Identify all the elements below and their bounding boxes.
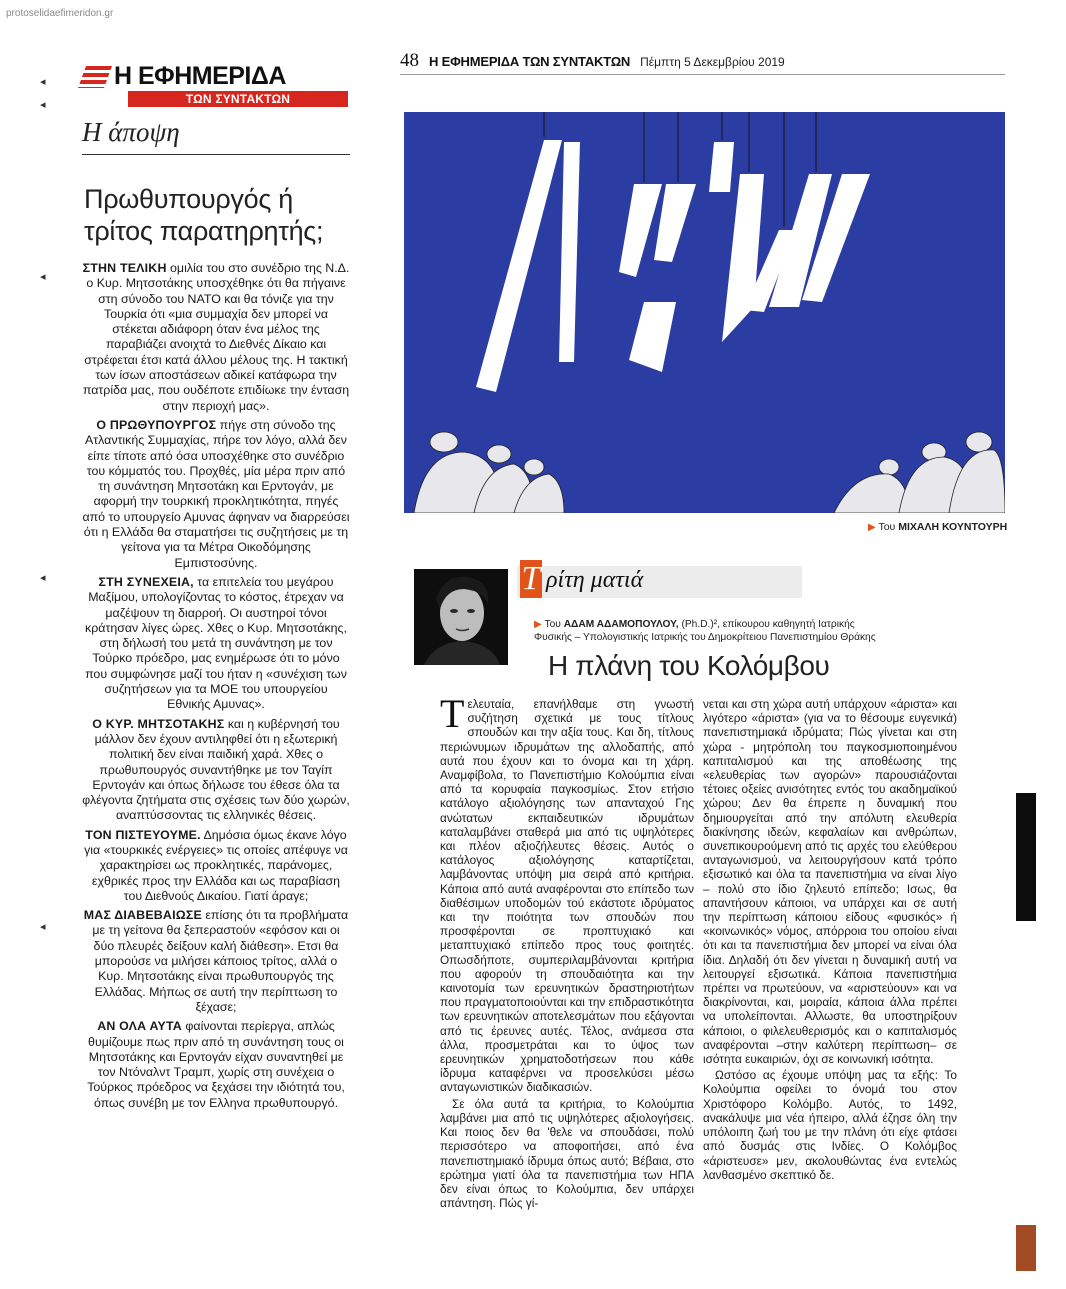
article-paragraph: Σε όλα αυτά τα κριτήρια, το Κολούμπια λαμβάνει μια από τις υψηλότερες αξιολογήσεις. Και ποιος δεν θα 'θελε να σπουδάσει, πολύ περισσότερο να αποφοιτήσει, από ένα πανεπιστημιακό ίδρυμα όπως αυτό; Βέβαια, στο ερώτημα γιατί όλα τα πανεπιστήμια των ΗΠΑ δεν είναι όπως το Κολούμπια, δεν υπάρχει απάντηση. Πώς γί- xyxy=(440,1096,694,1211)
cartoon-credit: ▶ Του ΜΙΧΑΛΗ ΚΟΥΝΤΟΥΡΗ xyxy=(868,521,1008,533)
opinion-paragraph: ΣΤΗΝ ΤΕΛΙΚΗ ομιλία του στο συνέδριο της Ν.Δ. ο Κυρ. Μητσοτάκης υποσχέθηκε ότι θα πήγαινε στη σύνοδο του ΝΑΤΟ και θα τόνιζε για την Τουρκία ότι «μια συμμαχία δεν μπορεί να στέκεται αδιάφορη όταν ένα μέλος της παραβιάζει ανοιχτά το Διεθνές Δίκαιο και στρέφεται έτσι κατά άλλου μέλους της. Η τακτική των ίσων αποστάσεων αδικεί κατάφωρα την πατρίδα μας, που ουδέποτε επιδίωκε την ένταση στην περιοχή μας». xyxy=(82,261,350,413)
author-name: ΑΔΑΜ ΑΔΑΜΟΠΟΥΛΟΥ, xyxy=(563,619,679,630)
cartoon xyxy=(404,112,1005,513)
watermark: protoselidaefimeridon.gr xyxy=(6,8,114,19)
crop-mark: ◂ xyxy=(40,99,46,111)
opinion-paragraph: ΤΟΝ ΠΙΣΤΕΥΟΥΜΕ. Δημόσια όμως έκανε λόγο για «τουρκικές ενέργειες» τις οποίες απέφυγε να χαρακτηρίσει ως προκλητικές, παράνομες, εχθρικές προς την Ελλάδα και ως παραβίαση του Διεθνούς Δικαίου. Γιατί άραγε; xyxy=(84,827,348,903)
edge-tab xyxy=(1016,793,1036,921)
crop-mark: ◂ xyxy=(40,271,46,283)
section-divider xyxy=(82,154,350,155)
opinion-paragraph: ΑΝ ΟΛΑ ΑΥΤΑ φαίνονται περίεργα, απλώς θυμίζουμε πως πριν από τη συνάντηση τους οι Μητσοτάκης και Ερντογάν είχαν συναντηθεί με τον Ντόναλντ Τραμπ, χωρίς στη συνέχεια ο Τούρκος πρόεδρος να ξεχάσει την ιδιότητά του, όπως συνέβη με τον Ελληνα πρωθυπουργό. xyxy=(87,1019,345,1110)
triangle-bullet-icon: ▶ xyxy=(868,522,876,533)
article-title: Η πλάνη του Κολόμβου xyxy=(548,650,830,681)
logo-subtitle: ΤΩΝ ΣΥΝΤΑΚΤΩΝ xyxy=(128,91,348,107)
page-header xyxy=(400,50,1005,75)
opinion-column xyxy=(82,64,350,1115)
opinion-paragraph: Ο ΚΥΡ. ΜΗΤΣΟΤΑΚΗΣ και η κυβέρνησή του μάλλον δεν έχουν αντιληφθεί ότι η εξωτερική πολιτική δεν είναι παιδική χαρά. Χθες ο πρωθυπουργός συναντήθηκε με τον Ταγίπ Ερντογάν και όπως δήλωσε του έθεσε όλα τα φλέγοντα ζητήματα στις σχέσεις των δύο χωρών, αναπτύσσοντας τις ελληνικές θέσεις. xyxy=(82,716,350,823)
author-portrait-icon xyxy=(414,569,508,665)
section-label: Η άποψη xyxy=(82,117,180,147)
author-photo xyxy=(414,569,508,665)
dropcap: Τ xyxy=(440,691,465,736)
paper-name: Η ΕΦΗΜΕΡΙΔΑ ΤΩΝ ΣΥΝΤΑΚΤΩΝ xyxy=(429,54,631,69)
article-paragraph: Τελευταία, επανήλθαμε στη γνωστή συζήτηση σχετικά με τους τίτλους σπουδών και την αξία τους. Και δη, τίτλους περιώνυμων ιδρυμάτων της αλλοδαπής, από αυτά που έχουν και το όνομα και τη χάρη. Αναμφίβολα, το Πανεπιστήμιο Κολούμπια είναι από τα κορυφαία παγκοσμίως. Στον ετήσιο κατάλογο αξιολόγησης των απανταχού Γης ανώτατων εκπαιδευτικών ιδρυμάτων καταλαμβάνει σταθερά μια από τις υψηλότερες και πλέον αξιοζήλευτες θέσεις. Αυτός ο κατάλογος αξιολόγησης καταρτίζεται, λαμβάνοντας υπόψη μια σειρά από κριτήρια. Κάποια από αυτά αναφέρονται στο επίπεδο των διαθέσιμων υποδομών τού εκάστοτε ιδρύματος και την ποιότητα των σπουδών που προσφέρονται σε προπτυχιακό και μεταπτυχιακό επίπεδο προς τους φοιτητές. Οπωσδήποτε, συμπεριλαμβάνονται κριτήρια που αφορούν τη σπουδαιότητα και την καινοτομία των ερευνητικών δραστηριοτήτων που πραγματοποιούνται και την επιδραστικότητα των ερευνητικών αποτελεσμάτων που εξάγονται από τις έρευνες αυτές. Τέλος, ανάμεσα στα άλλα, προσμετράται και το ύψος των ερευνητικών χρηματοδοτήσεων που κάθε ίδρυμα καταφέρνει να προσελκύσει μέσω ανταγωνιστικών διαδικασιών. xyxy=(440,691,694,1095)
byline: ▶ Του ΑΔΑΜ ΑΔΑΜΟΠΟΥΛΟΥ, (Ph.D.)², επίκουρου καθηγητή Ιατρικής Φυσικής – Υπολογιστικής Ιατρικής του Δημοκρίτειου Πανεπιστημίου Θράκης xyxy=(534,619,876,643)
newspaper-logo xyxy=(82,64,350,89)
cartoonist-name: ΜΙΧΑΛΗ ΚΟΥΝΤΟΥΡΗ xyxy=(898,521,1008,533)
opinion-headline: Πρωθυπουργός ή τρίτος παρατηρητής; xyxy=(84,184,324,246)
opinion-paragraph: ΜΑΣ ΔΙΑΒΕΒΑΙΩΣΕ επίσης ότι τα προβλήματα με τη γείτονα θα ξεπεραστούν «εφόσον και οι δύο πλευρές δείξουν καλή διάθεση». Ετσι θα μπορούσε να μιλήσει κάποιος τρίτος, αλλά ο Κυρ. Μητσοτάκης είναι πρωθυπουργός της Ελλάδας. Μήπως σε αυτή την περίπτωση το ξέχασε; xyxy=(83,908,349,1014)
column-title: ρίτη ματιά xyxy=(546,567,644,593)
cartoon-illustration xyxy=(404,112,1005,513)
triangle-bullet-icon: ▶ xyxy=(534,619,542,630)
opinion-paragraph: ΣΤΗ ΣΥΝΕΧΕΙΑ, τα επιτελεία του μεγάρου Μαξίμου, υπολογίζοντας το κόστος, έτρεχαν να μαζέψουν τη διαρροή. Οι αυστηροί τόνοι κράτησαν λίγες ώρες. Χθες ο Κυρ. Μητσοτάκης, στη δήλωσή του μετά τη συνάντηση με τον Τούρκο πρόεδρο, μας ενημέρωσε ότι το μόνο που συμφώνησε μαζί του ήταν η «συνέχιση των συζητήσεων για τα ΜΟΕ του υπουργείου Εθνικής Αμυνας». xyxy=(85,574,347,712)
crop-mark: ◂ xyxy=(40,572,46,584)
crop-mark: ◂ xyxy=(40,76,46,88)
column-title-initial: Τ xyxy=(521,560,541,597)
article-column-1 xyxy=(440,691,694,1212)
article-paragraph: Ωστόσο ας έχουμε υπόψη μας τα εξής: Το Κολούμπια οφείλει το όνομά του στον Χριστόφορο Κολόμβο. Αυτός, το 1492, ανακάλυψε μια νέα ήπειρο, αλλά έζησε όλη την υπόλοιπη ζωή του με την πλάνη ότι είχε φτάσει από δυσμάς στις Ινδίες. Ο Κολόμβος «άριστευσε» μεν, ακολουθώντας ένα εντελώς λανθασμένο σκεπτικό δε. xyxy=(703,1068,957,1182)
page-number: 48 xyxy=(400,50,419,71)
article-column-2 xyxy=(703,697,957,1184)
logo-title: Η ΕΦΗΜΕΡΙΔΑ xyxy=(114,62,286,90)
logo-stripes-icon xyxy=(78,66,112,88)
issue-date: Πέμπτη 5 Δεκεμβρίου 2019 xyxy=(640,55,785,69)
crop-mark: ◂ xyxy=(40,921,46,933)
edge-tab-bottom xyxy=(1016,1225,1036,1271)
opinion-paragraph: Ο ΠΡΩΘΥΠΟΥΡΓΟΣ πήγε στη σύνοδο της Ατλαντικής Συμμαχίας, πήρε τον λόγο, αλλά δεν είπε τίποτε από όσα υποσχέθηκε στο συνέδριο του κόμματός του. Προχθές, μία μέρα πριν από τη συνάντηση Μητσοτάκη και Ερντογάν, με αφορμή την τουρκική προκλητικότητα, πηγές από το υπουργείο Αμυνας άφηναν να διαρρεύσει ότι η Ελλάδα θα σταματήσει τις συζητήσεις με τη γείτονα για τα Μέτρα Οικοδόμησης Εμπιστοσύνης. xyxy=(82,417,350,570)
article-paragraph: νεται και στη χώρα αυτή υπάρχουν «άριστα» και λιγότερο «άριστα» (για να το θέσουμε ευγενικά) πανεπιστημιακά ιδρύματα; Πώς γίνεται και στη χώρα - μητρόπολη του παγκοσμιοποιημένου καπιταλισμού και της αποθέωσης της «ελευθερίας των αγορών» παρουσιάζονται τέτοιες οξείες ανισότητες εντός του ακαδημαϊκού χώρου; Δεν θα έπρεπε η δυναμική που δημιουργείται από την απόλυτη ελευθερία διακίνησης ιδεών, κεφαλαίων και ανθρώπων, συνεπικουρούμενη από τις αρχές του ελεύθερου ανταγωνισμού, να λειτουργήσουν κατά τρόπο εξισωτικό και όλα τα πανεπιστήμια να είναι λίγο – πολύ στο ίδιο ζηλευτό επίπεδο; Ισως, θα απαντήσουν κάποιοι, να υπάρχει και σε αυτή την περίπτωση κάποιου είδους «φυσικός» ή «κοινωνικός» νόμος, απόρροια του οποίου είναι ότι και τα πανεπιστήμια δεν μπορεί να είναι όλα ίδια. Δηλαδή ότι δεν γίνεται η δυναμική αυτή να λειτουργεί εξισωτικά. Κάποια πανεπιστήμια πρέπει να πρωτεύουν, να «αριστεύουν» και να διακρίνονται, και, μοιραία, κάποια άλλα πρέπει να υπολείπονται. Αλλωστε, θα υποστηρίξουν κάποιοι, ο φιλελευθερισμός και ο καπιταλισμός αναφέρονται –στην καλύτερη περίπτωση– σε ισότητα ευκαιριών, όχι σε κοινωνική ισότητα. xyxy=(703,697,957,1067)
